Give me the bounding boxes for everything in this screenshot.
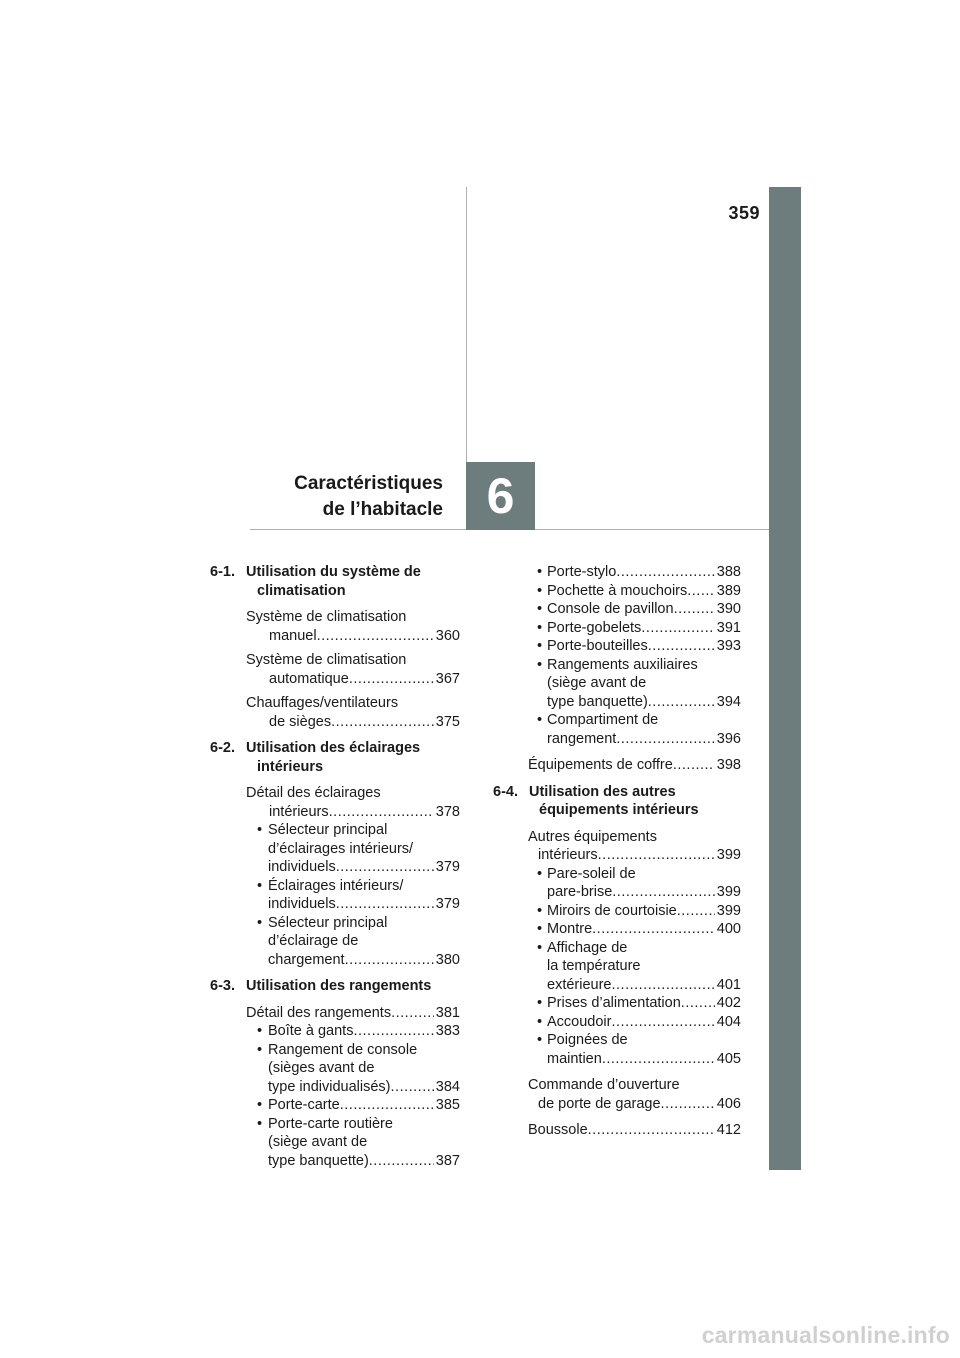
entry-text: chargement — [268, 951, 345, 968]
bullet-icon: • — [257, 1115, 263, 1132]
entry-text: Porte-bouteilles — [547, 638, 648, 654]
toc-subentry[interactable] — [493, 637, 741, 656]
toc-subentry[interactable] — [493, 920, 741, 939]
entry-text: Détail des rangements — [246, 1004, 392, 1021]
watermark: carmanualsonline.info — [701, 1322, 950, 1348]
entry-text: Éclairages intérieurs/ — [268, 877, 404, 894]
entry-text: Pare-soleil de — [547, 865, 636, 882]
dot-leader — [677, 902, 715, 921]
dot-leader — [687, 582, 715, 601]
section-number: 6-3. — [210, 978, 235, 994]
section-title: Utilisation des autres — [529, 783, 676, 800]
entry-text: d’éclairages intérieurs/ — [268, 840, 414, 857]
entry-text: Compartiment de — [547, 712, 659, 728]
bullet-icon: • — [537, 995, 543, 1011]
dot-leader — [336, 895, 434, 914]
toc-subentry[interactable] — [493, 600, 741, 619]
entry-text: de sièges — [269, 713, 332, 730]
dot-leader — [674, 600, 715, 619]
dot-leader — [648, 637, 715, 656]
dot-leader — [602, 1050, 715, 1069]
page-ref: 396 — [716, 730, 741, 747]
toc-subentry[interactable] — [210, 1022, 460, 1041]
toc-entry[interactable] — [210, 784, 460, 821]
entry-text: Pochette à mouchoirs — [547, 582, 688, 599]
entry-text: type individualisés) — [268, 1078, 391, 1095]
entry-text: d’éclairage de — [268, 933, 359, 949]
section-number: 6-2. — [210, 740, 235, 756]
dot-leader — [329, 803, 434, 822]
entry-text: maintien — [547, 1050, 602, 1067]
toc-section-6-2[interactable] — [210, 739, 460, 776]
toc-entry[interactable] — [493, 1121, 741, 1140]
toc-subentry[interactable] — [210, 821, 460, 877]
page-ref: 394 — [716, 693, 741, 710]
page-ref: 379 — [435, 859, 460, 875]
entry-text: Sélecteur principal — [268, 914, 388, 931]
dot-leader — [336, 858, 434, 877]
entry-text: Boussole — [528, 1122, 588, 1138]
section-title-cont: équipements intérieurs — [539, 802, 699, 818]
entry-text: de porte de garage — [538, 1095, 661, 1112]
entry-text: Porte-stylo — [547, 564, 617, 580]
toc-section-6-3[interactable] — [210, 977, 460, 996]
dot-leader — [598, 846, 715, 865]
entry-text: Miroirs de courtoisie — [547, 902, 677, 919]
entry-text: Détail des éclairages — [246, 785, 381, 801]
bullet-icon: • — [537, 865, 543, 882]
toc-subentry[interactable] — [210, 877, 460, 914]
page-ref: 412 — [716, 1122, 741, 1138]
section-title: Utilisation du système de — [246, 564, 421, 580]
bullet-icon: • — [537, 582, 543, 599]
page-ref: 384 — [435, 1078, 460, 1095]
entry-text: individuels — [268, 859, 336, 875]
toc-subentry[interactable] — [493, 711, 741, 748]
bullet-icon: • — [537, 1032, 543, 1048]
page-ref: 389 — [716, 582, 741, 599]
toc-subentry[interactable] — [493, 656, 741, 712]
bullet-icon: • — [537, 939, 543, 956]
page-ref: 401 — [716, 976, 741, 993]
bullet-icon: • — [537, 712, 543, 728]
bullet-icon: • — [537, 564, 543, 580]
toc-section-6-1[interactable] — [210, 563, 460, 600]
dot-leader — [317, 627, 434, 646]
entry-text: Système de climatisation — [246, 652, 407, 668]
chapter-title-line1: Caractéristiques — [294, 473, 443, 494]
chapter-title-line2: de l’habitacle — [322, 499, 443, 520]
section-title-cont: intérieurs — [257, 758, 324, 775]
toc-subentry[interactable] — [210, 1041, 460, 1097]
page-ref: 400 — [716, 921, 741, 937]
entry-text: Porte-gobelets — [547, 619, 642, 636]
toc-subentry[interactable] — [493, 563, 741, 582]
entry-text: Rangements auxiliaires — [547, 656, 698, 673]
bullet-icon: • — [537, 638, 543, 654]
page-ref: 380 — [435, 951, 460, 968]
toc-entry[interactable] — [493, 1076, 741, 1113]
entry-text: Commande d’ouverture — [528, 1077, 680, 1093]
bullet-icon: • — [257, 877, 263, 894]
toc-entry[interactable] — [210, 1004, 460, 1023]
toc-subentry[interactable] — [493, 939, 741, 995]
chapter-side-tab — [769, 187, 801, 1170]
page-ref: 391 — [716, 619, 741, 636]
toc-subentry[interactable] — [493, 582, 741, 601]
page-ref: 404 — [716, 1013, 741, 1030]
page-ref: 399 — [716, 847, 741, 863]
toc-subentry[interactable] — [493, 994, 741, 1013]
page-number: 359 — [728, 203, 760, 223]
page-ref: 393 — [716, 638, 741, 654]
page-ref: 398 — [716, 757, 741, 773]
dot-leader — [331, 713, 434, 732]
entry-text: intérieurs — [269, 803, 329, 820]
toc-subentry[interactable] — [493, 619, 741, 638]
toc-section-6-4[interactable] — [493, 783, 741, 820]
entry-text: individuels — [268, 896, 336, 912]
entry-text: Poignées de — [547, 1032, 628, 1048]
bullet-icon: • — [257, 822, 263, 838]
toc-entry[interactable] — [210, 694, 460, 731]
dot-leader — [592, 920, 715, 939]
bullet-icon: • — [537, 902, 543, 919]
bullet-icon: • — [257, 914, 263, 931]
entry-text: type banquette) — [268, 1152, 369, 1169]
section-title: Utilisation des éclairages — [246, 740, 421, 756]
entry-text: Accoudoir — [547, 1013, 612, 1030]
section-title: Utilisation des rangements — [246, 978, 432, 994]
page-ref: 390 — [716, 601, 741, 617]
dot-leader — [616, 730, 714, 749]
page-ref: 406 — [716, 1095, 741, 1112]
entry-text: automatique — [269, 670, 349, 687]
chapter-number-box: 6 — [466, 462, 535, 530]
toc-entry[interactable] — [210, 651, 460, 688]
entry-text: (siège avant de — [547, 675, 647, 691]
entry-text: Rangement de console — [268, 1041, 418, 1058]
toc-subentry[interactable] — [493, 865, 741, 902]
dot-leader — [340, 1096, 434, 1115]
dot-leader — [369, 1152, 434, 1171]
toc-subentry[interactable] — [493, 902, 741, 921]
bullet-icon: • — [257, 1023, 263, 1039]
bullet-icon: • — [537, 619, 543, 636]
dot-leader — [345, 951, 434, 970]
bullet-icon: • — [537, 601, 543, 617]
dot-leader — [641, 619, 714, 638]
toc-subentry[interactable] — [493, 1031, 741, 1068]
bullet-icon: • — [537, 921, 543, 937]
bullet-icon: • — [537, 1013, 543, 1030]
dot-leader — [611, 1013, 714, 1032]
entry-text: pare-brise — [547, 884, 613, 900]
dot-leader — [648, 693, 715, 712]
page-ref: 381 — [435, 1004, 460, 1021]
page-ref: 399 — [716, 902, 741, 919]
entry-text: manuel — [269, 627, 317, 644]
page-ref: 388 — [716, 564, 741, 580]
entry-text: Porte-carte routière — [268, 1115, 393, 1132]
dot-leader — [391, 1004, 434, 1023]
entry-text: Porte-carte — [268, 1097, 340, 1113]
entry-text: Équipements de coffre — [528, 757, 673, 773]
entry-text: type banquette) — [547, 693, 648, 710]
toc-subentry[interactable] — [210, 1115, 460, 1171]
page-ref: 405 — [716, 1050, 741, 1067]
toc-right-column — [493, 563, 741, 1146]
dot-leader — [349, 670, 434, 689]
toc-entry[interactable] — [493, 828, 741, 865]
toc-subentry[interactable] — [493, 1013, 741, 1032]
entry-text: (siège avant de — [268, 1134, 368, 1150]
entry-text: intérieurs — [538, 847, 598, 863]
entry-text: extérieure — [547, 976, 612, 993]
entry-text: rangement — [547, 730, 617, 747]
entry-text: Affichage de — [547, 939, 628, 956]
section-title-cont: climatisation — [257, 582, 346, 599]
entry-text: Chauffages/ventilateurs — [246, 695, 399, 711]
dot-leader — [353, 1022, 433, 1041]
dot-leader — [588, 1121, 715, 1140]
dot-leader — [681, 994, 715, 1013]
toc-entry[interactable] — [493, 756, 741, 775]
page-ref: 387 — [435, 1152, 460, 1169]
page-ref: 383 — [435, 1023, 460, 1039]
page-ref: 367 — [435, 670, 460, 687]
dot-leader — [616, 563, 714, 582]
bullet-icon: • — [257, 1097, 263, 1113]
toc-subentry[interactable] — [210, 1096, 460, 1115]
section-number: 6-4. — [493, 783, 518, 800]
page-ref: 399 — [716, 884, 741, 900]
vertical-divider — [466, 187, 467, 463]
dot-leader — [661, 1095, 715, 1114]
dot-leader — [611, 976, 714, 995]
entry-text: Montre — [547, 921, 593, 937]
dot-leader — [673, 756, 715, 775]
entry-text: (sièges avant de — [268, 1060, 375, 1076]
dot-leader — [612, 883, 715, 902]
chapter-title — [294, 471, 443, 523]
entry-text: Boîte à gants — [268, 1023, 354, 1039]
section-number: 6-1. — [210, 564, 235, 580]
toc-entry[interactable] — [210, 608, 460, 645]
page-ref: 379 — [435, 896, 460, 912]
toc-subentry[interactable] — [210, 914, 460, 970]
page-ref: 378 — [435, 803, 460, 820]
entry-text: la température — [547, 958, 641, 974]
dot-leader — [391, 1078, 434, 1097]
toc-left-column — [210, 563, 460, 1170]
page-ref: 402 — [716, 995, 741, 1011]
entry-text: Sélecteur principal — [268, 822, 388, 838]
entry-text: Prises d’alimentation — [547, 995, 681, 1011]
page-ref: 375 — [435, 713, 460, 730]
entry-text: Système de climatisation — [246, 609, 407, 625]
bullet-icon: • — [257, 1041, 263, 1058]
bullet-icon: • — [537, 656, 543, 673]
page-ref: 385 — [435, 1097, 460, 1113]
entry-text: Autres équipements — [528, 828, 657, 845]
entry-text: Console de pavillon — [547, 601, 674, 617]
page-ref: 360 — [435, 627, 460, 644]
